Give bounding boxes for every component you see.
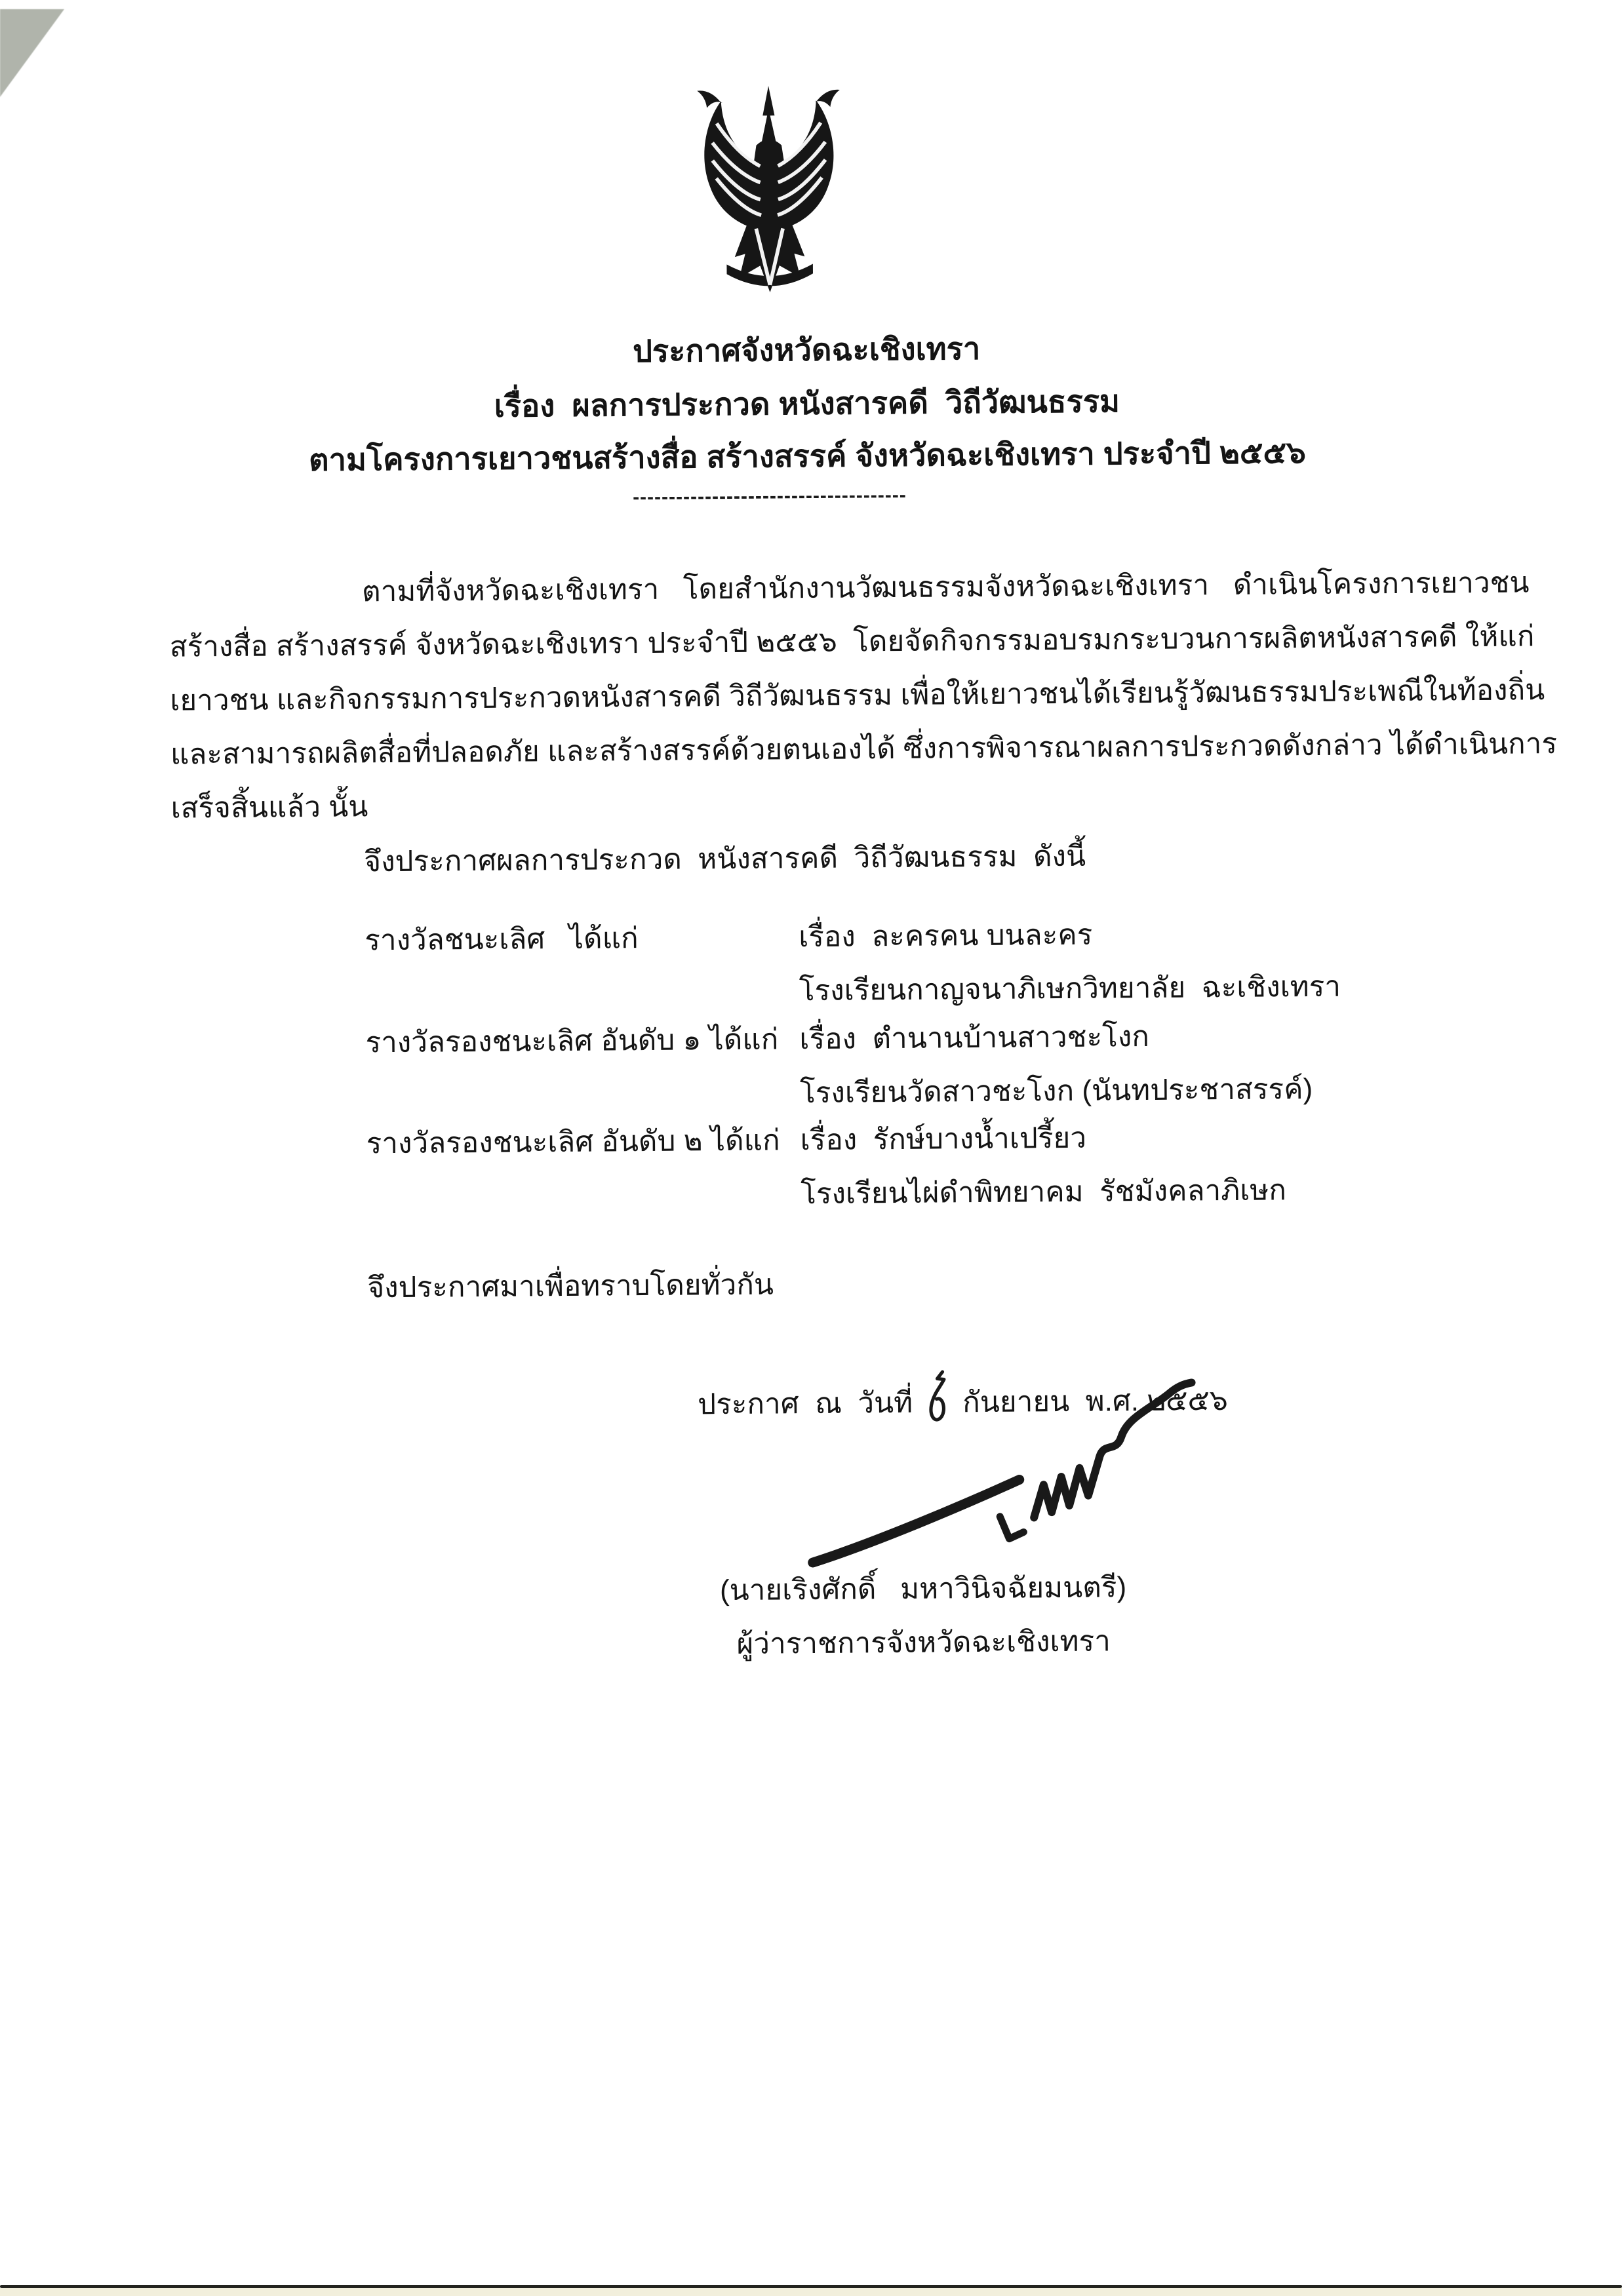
scan-background-strip: [0, 2288, 1622, 2296]
paragraph-line: สร้างสื่อ สร้างสรรค์ จังหวัดฉะเชิงเทรา ประจำปี ๒๕๕๖ โดยจัดกิจกรรมอบรมกระบวนการผลิตหนังสารคดี ให้แก่: [169, 620, 1535, 663]
separator-dashes: --------------------------------------: [632, 484, 907, 509]
paragraph-line: และสามารถผลิตสื่อที่ปลอดภัย และสร้างสรรค์ด้วยตนเองได้ ซึ่งการพิจารณาผลการประกวดดังกล่าว ได้ดำเนินการ: [170, 728, 1558, 771]
closing-notice-line: จึงประกาศมาเพื่อทราบโดยทั่วกัน: [367, 1268, 774, 1304]
paragraph-line: เสร็จสิ้นแล้ว นั้น: [170, 790, 368, 825]
signature-scribble: [802, 1378, 1208, 1582]
garuda-emblem: [670, 82, 869, 306]
signer-name: (นายเริงศักดิ์ มหาวินิจฉัยมนตรี): [719, 1571, 1127, 1607]
announce-results-line: จึงประกาศผลการประกวด หนังสารคดี วิถีวัฒนธรรม ดังนี้: [364, 840, 1086, 878]
paragraph-line: เยาวชน และกิจกรรมการประกวดหนังสารคดี วิถีวัฒนธรรม เพื่อให้เยาวชนได้เรียนรู้วัฒนธรรมประเพณีในท้องถิ่น: [170, 674, 1545, 717]
doc-subject-line: เรื่อง ผลการประกวด หนังสารคดี วิถีวัฒนธรรม: [494, 383, 1120, 423]
award-label: รางวัลรองชนะเลิศ อันดับ ๒ ได้แก่: [366, 1124, 780, 1160]
paragraph-line: ตามที่จังหวัดฉะเชิงเทรา โดยสำนักงานวัฒนธรรมจังหวัดฉะเชิงเทรา ดำเนินโครงการเยาวชน: [361, 566, 1530, 608]
award-entry-title: เรื่อง ตำนานบ้านสาวชะโงก: [799, 1020, 1150, 1056]
signer-title: ผู้ว่าราชการจังหวัดฉะเชิงเทรา: [736, 1625, 1111, 1660]
award-school: โรงเรียนวัดสาวชะโงก (นันทประชาสรรค์): [799, 1072, 1313, 1110]
award-school: โรงเรียนไผ่ดำพิทยาคม รัชมังคลาภิเษก: [801, 1174, 1287, 1211]
date-suffix: กันยายน พ.ศ. ๒๕๕๖: [962, 1384, 1229, 1419]
award-school: โรงเรียนกาญจนาภิเษกวิทยาลัย ฉะเชิงเทรา: [799, 970, 1341, 1007]
award-label: รางวัลชนะเลิศ ได้แก่: [365, 922, 639, 957]
award-entry-title: เรื่อง รักษ์บางน้ำเปรี้ยว: [800, 1121, 1087, 1157]
doc-title: ประกาศจังหวัดฉะเชิงเทรา: [632, 330, 981, 369]
doc-project-line: ตามโครงการเยาวชนสร้างสื่อ สร้างสรรค์ จังหวัดฉะเชิงเทรา ประจำปี ๒๕๕๖: [308, 435, 1307, 477]
date-prefix: ประกาศ ณ วันที่: [697, 1386, 913, 1421]
award-label: รางวัลรองชนะเลิศ อันดับ ๑ ได้แก่: [365, 1023, 779, 1059]
award-entry-title: เรื่อง ละครคน บนละคร: [799, 918, 1093, 954]
